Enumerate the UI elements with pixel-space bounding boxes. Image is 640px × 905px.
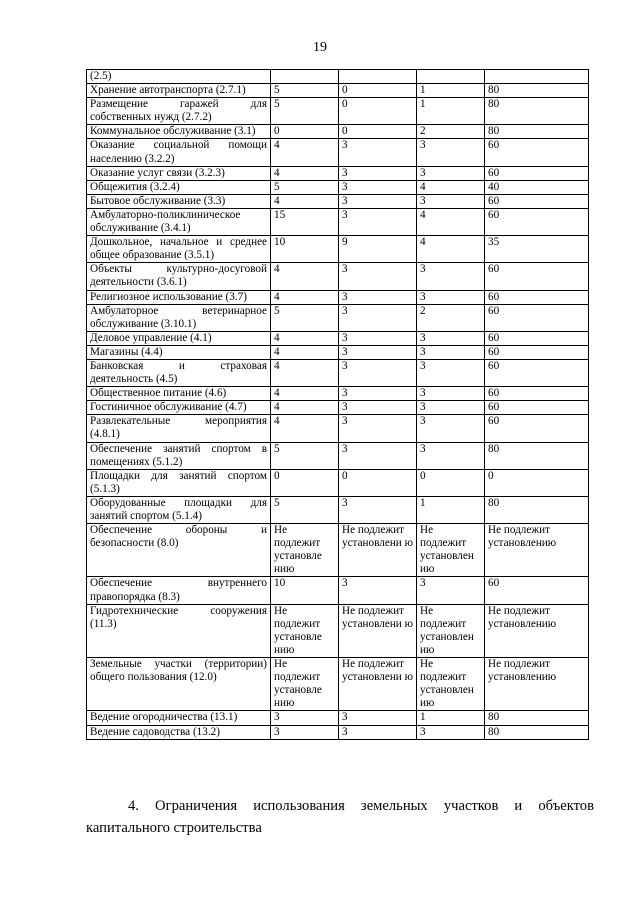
cell-value-col2: 3 — [339, 387, 417, 401]
zoning-parameters-table — [86, 69, 589, 740]
cell-land-use-type: Коммунальное обслуживание (3.1) — [87, 125, 271, 139]
cell-value-col1: 10 — [271, 577, 339, 604]
cell-land-use-type: Обеспечение занятий спортом в помещениях (5.1.2) — [87, 442, 271, 469]
table-row — [87, 70, 589, 84]
cell-value-col1: Не подлежит установле нию — [271, 604, 339, 657]
cell-land-use-type: Ведение садоводства (13.2) — [87, 725, 271, 739]
cell-value-col3: 1 — [417, 711, 485, 725]
cell-value-col4: 60 — [485, 359, 589, 386]
cell-value-col2: 3 — [339, 290, 417, 304]
table-row — [87, 577, 589, 604]
cell-land-use-type: Оборудованные площадки для занятий спортом (5.1.4) — [87, 496, 271, 523]
cell-value-col1: 5 — [271, 98, 339, 125]
cell-land-use-type: Общежития (3.2.4) — [87, 180, 271, 194]
cell-value-col2: 3 — [339, 442, 417, 469]
cell-value-col4: 80 — [485, 98, 589, 125]
cell-value-col2: 9 — [339, 236, 417, 263]
table-row — [87, 125, 589, 139]
cell-value-col1: 4 — [271, 139, 339, 166]
table-row — [87, 469, 589, 496]
cell-value-col4: Не подлежит установлению — [485, 658, 589, 711]
table-row — [87, 604, 589, 657]
cell-land-use-type: Дошкольное, начальное и среднее общее образование (3.5.1) — [87, 236, 271, 263]
cell-value-col2: 0 — [339, 125, 417, 139]
table-row — [87, 98, 589, 125]
table-row — [87, 304, 589, 331]
cell-value-col1: 4 — [271, 166, 339, 180]
table-row — [87, 387, 589, 401]
cell-land-use-type: (2.5) — [87, 70, 271, 84]
cell-land-use-type: Площадки для занятий спортом (5.1.3) — [87, 469, 271, 496]
cell-value-col3: 3 — [417, 401, 485, 415]
cell-value-col4: 60 — [485, 387, 589, 401]
cell-value-col2: 0 — [339, 98, 417, 125]
cell-value-col1: 0 — [271, 125, 339, 139]
table-row — [87, 711, 589, 725]
cell-land-use-type: Религиозное использование (3.7) — [87, 290, 271, 304]
cell-land-use-type: Обеспечение обороны и безопасности (8.0) — [87, 524, 271, 577]
cell-value-col4: 80 — [485, 496, 589, 523]
cell-value-col3: 3 — [417, 194, 485, 208]
cell-value-col2: 3 — [339, 194, 417, 208]
section-heading-line2: капитального строительства — [86, 820, 262, 836]
cell-value-col2: 3 — [339, 304, 417, 331]
cell-value-col3: 3 — [417, 331, 485, 345]
cell-value-col2: 3 — [339, 577, 417, 604]
table-row — [87, 166, 589, 180]
cell-value-col1: 5 — [271, 496, 339, 523]
cell-land-use-type: Деловое управление (4.1) — [87, 331, 271, 345]
cell-land-use-type: Оказание социальной помощи населению (3.2.2) — [87, 139, 271, 166]
page-number: 19 — [313, 40, 327, 55]
cell-land-use-type: Гостиничное обслуживание (4.7) — [87, 401, 271, 415]
table-row — [87, 208, 589, 235]
cell-value-col4: Не подлежит установлению — [485, 524, 589, 577]
cell-value-col1 — [271, 70, 339, 84]
cell-value-col4: Не подлежит установлению — [485, 604, 589, 657]
section-heading — [86, 795, 594, 839]
table-row — [87, 180, 589, 194]
cell-value-col1: 4 — [271, 290, 339, 304]
cell-value-col2: 0 — [339, 84, 417, 98]
table-row — [87, 236, 589, 263]
cell-value-col1: Не подлежит установле нию — [271, 524, 339, 577]
cell-value-col3: 3 — [417, 139, 485, 166]
cell-land-use-type: Амбулаторное ветеринарное обслуживание (3.10.1) — [87, 304, 271, 331]
cell-value-col2: 3 — [339, 711, 417, 725]
cell-value-col3: 3 — [417, 725, 485, 739]
cell-value-col4: 60 — [485, 263, 589, 290]
cell-land-use-type: Амбулаторно-поликлиническое обслуживание (3.4.1) — [87, 208, 271, 235]
cell-value-col1: 3 — [271, 725, 339, 739]
cell-land-use-type: Размещение гаражей для собственных нужд (2.7.2) — [87, 98, 271, 125]
cell-value-col2: 0 — [339, 469, 417, 496]
cell-value-col3: 3 — [417, 263, 485, 290]
table-row — [87, 359, 589, 386]
cell-value-col3: 4 — [417, 236, 485, 263]
cell-value-col3: 3 — [417, 345, 485, 359]
cell-value-col4: 60 — [485, 194, 589, 208]
cell-value-col1: 3 — [271, 711, 339, 725]
table-body — [87, 70, 589, 740]
cell-value-col3: 3 — [417, 577, 485, 604]
table-row — [87, 345, 589, 359]
cell-land-use-type: Хранение автотранспорта (2.7.1) — [87, 84, 271, 98]
cell-value-col1: 4 — [271, 415, 339, 442]
cell-land-use-type: Обеспечение внутреннего правопорядка (8.3) — [87, 577, 271, 604]
cell-value-col4 — [485, 70, 589, 84]
cell-value-col2: 3 — [339, 139, 417, 166]
cell-value-col3: 2 — [417, 304, 485, 331]
cell-value-col1: 5 — [271, 442, 339, 469]
cell-value-col2: 3 — [339, 496, 417, 523]
cell-value-col1: 5 — [271, 180, 339, 194]
cell-value-col3: 2 — [417, 125, 485, 139]
cell-value-col2: 3 — [339, 401, 417, 415]
cell-value-col3: 4 — [417, 208, 485, 235]
cell-value-col1: 4 — [271, 401, 339, 415]
cell-value-col2: 3 — [339, 725, 417, 739]
cell-value-col3: 3 — [417, 387, 485, 401]
cell-value-col4: 60 — [485, 208, 589, 235]
cell-value-col4: 80 — [485, 125, 589, 139]
cell-value-col1: 4 — [271, 194, 339, 208]
cell-value-col2: Не подлежит установлени ю — [339, 524, 417, 577]
cell-value-col2 — [339, 70, 417, 84]
cell-value-col4: 80 — [485, 711, 589, 725]
table-row — [87, 442, 589, 469]
cell-land-use-type: Объекты культурно-досуговой деятельности (3.6.1) — [87, 263, 271, 290]
cell-value-col4: 80 — [485, 725, 589, 739]
cell-value-col2: 3 — [339, 208, 417, 235]
cell-value-col3: Не подлежит установлен ию — [417, 658, 485, 711]
cell-value-col2: 3 — [339, 180, 417, 194]
cell-land-use-type: Общественное питание (4.6) — [87, 387, 271, 401]
cell-value-col3: 4 — [417, 180, 485, 194]
cell-value-col4: 80 — [485, 84, 589, 98]
table-row — [87, 290, 589, 304]
cell-value-col1: 4 — [271, 331, 339, 345]
table-row — [87, 139, 589, 166]
table-row — [87, 401, 589, 415]
table-row — [87, 331, 589, 345]
cell-value-col2: Не подлежит установлени ю — [339, 604, 417, 657]
cell-value-col3: 1 — [417, 84, 485, 98]
cell-value-col3: Не подлежит установлен ию — [417, 604, 485, 657]
section-heading-line1: 4. Ограничения использования земельных участков и объектов — [128, 798, 594, 814]
cell-value-col3: 0 — [417, 469, 485, 496]
cell-land-use-type: Ведение огородничества (13.1) — [87, 711, 271, 725]
cell-value-col3: Не подлежит установлен ию — [417, 524, 485, 577]
cell-land-use-type: Гидротехнические сооружения (11.3) — [87, 604, 271, 657]
cell-value-col4: 60 — [485, 166, 589, 180]
cell-value-col2: 3 — [339, 359, 417, 386]
table-row — [87, 84, 589, 98]
cell-land-use-type: Магазины (4.4) — [87, 345, 271, 359]
cell-value-col4: 60 — [485, 577, 589, 604]
cell-value-col2: 3 — [339, 415, 417, 442]
cell-value-col2: 3 — [339, 166, 417, 180]
cell-value-col2: 3 — [339, 331, 417, 345]
cell-value-col3: 3 — [417, 442, 485, 469]
table-row — [87, 725, 589, 739]
table-row — [87, 415, 589, 442]
cell-value-col4: 40 — [485, 180, 589, 194]
cell-value-col4: 60 — [485, 304, 589, 331]
cell-land-use-type: Оказание услуг связи (3.2.3) — [87, 166, 271, 180]
cell-value-col3: 1 — [417, 496, 485, 523]
cell-value-col4: 35 — [485, 236, 589, 263]
table-row — [87, 263, 589, 290]
cell-value-col1: 10 — [271, 236, 339, 263]
table-row — [87, 194, 589, 208]
cell-value-col3 — [417, 70, 485, 84]
cell-value-col1: 15 — [271, 208, 339, 235]
cell-land-use-type: Развлекательные мероприятия (4.8.1) — [87, 415, 271, 442]
cell-value-col2: 3 — [339, 263, 417, 290]
table-row — [87, 524, 589, 577]
cell-value-col4: 0 — [485, 469, 589, 496]
cell-value-col4: 60 — [485, 401, 589, 415]
cell-value-col2: Не подлежит установлени ю — [339, 658, 417, 711]
table-row — [87, 496, 589, 523]
cell-value-col4: 60 — [485, 290, 589, 304]
cell-value-col4: 60 — [485, 415, 589, 442]
cell-value-col4: 80 — [485, 442, 589, 469]
cell-value-col1: 0 — [271, 469, 339, 496]
cell-value-col3: 1 — [417, 98, 485, 125]
cell-value-col4: 60 — [485, 139, 589, 166]
cell-land-use-type: Бытовое обслуживание (3.3) — [87, 194, 271, 208]
cell-value-col3: 3 — [417, 359, 485, 386]
cell-value-col1: 5 — [271, 84, 339, 98]
cell-value-col1: Не подлежит установле нию — [271, 658, 339, 711]
cell-value-col1: 4 — [271, 263, 339, 290]
cell-value-col3: 3 — [417, 290, 485, 304]
cell-land-use-type: Банковская и страховая деятельность (4.5) — [87, 359, 271, 386]
cell-value-col1: 4 — [271, 345, 339, 359]
cell-value-col1: 4 — [271, 359, 339, 386]
cell-value-col2: 3 — [339, 345, 417, 359]
table-row — [87, 658, 589, 711]
cell-value-col3: 3 — [417, 166, 485, 180]
cell-land-use-type: Земельные участки (территории) общего пользования (12.0) — [87, 658, 271, 711]
cell-value-col4: 60 — [485, 331, 589, 345]
cell-value-col4: 60 — [485, 345, 589, 359]
cell-value-col3: 3 — [417, 415, 485, 442]
cell-value-col1: 5 — [271, 304, 339, 331]
cell-value-col1: 4 — [271, 387, 339, 401]
